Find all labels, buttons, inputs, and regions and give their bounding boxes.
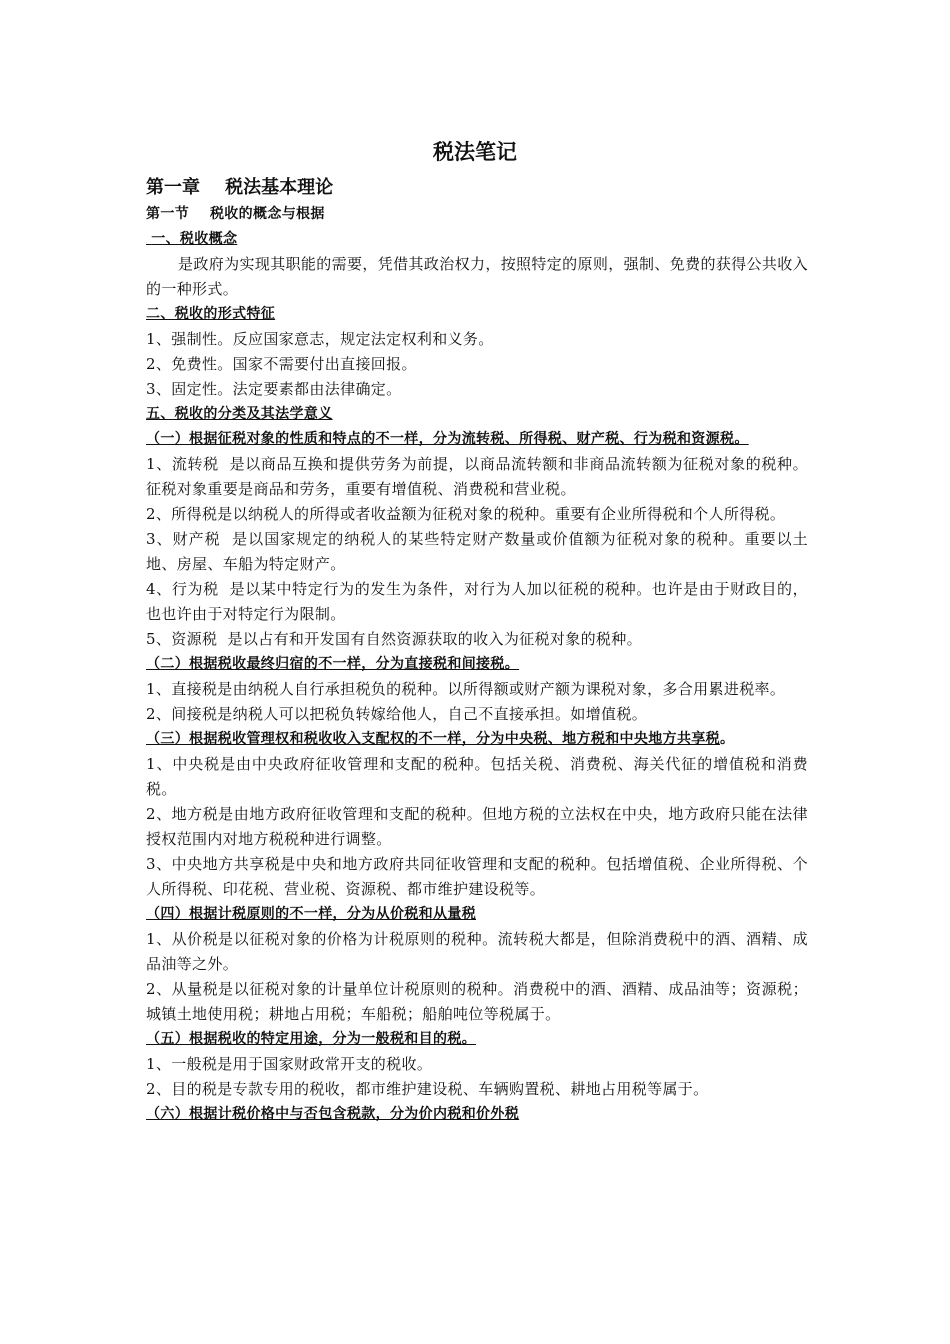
- list-item: 2、目的税是专款专用的税收，都市维护建设税、车辆购置税、耕地占用税等属于。: [146, 1080, 709, 1098]
- section-heading: 第一节 税收的概念与根据: [146, 206, 325, 222]
- list-item: 3、中央地方共享税是中央和地方政府共同征收管理和支配的税种。包括增值税、企业所得税、个人所得税、印花税、营业税、资源税、都市维护建设税等。: [146, 855, 808, 898]
- tax-definition: 是政府为实现其职能的需要，凭借其政治权力，按照特定的原则，强制、免费的获得公共收入的一种形式。: [146, 255, 808, 298]
- class-heading-authority: [146, 727, 808, 752]
- list-item: 1、中央税是由中央政府征收管理和支配的税种。包括关税、消费税、海关代征的增值税和消费税。: [146, 755, 808, 798]
- class-heading-purpose: （五）根据税收的特定用途，分为一般税和目的税。: [146, 1031, 477, 1047]
- heading-tax-classification: 五、税收的分类及其法学意义: [146, 406, 333, 422]
- list-item: 4、行为税 是以某中特定行为的发生为条件，对行为人加以征税的税种。也许是由于财政目的，也也许由于对特定行为限制。: [146, 580, 808, 623]
- list-item: 2、间接税是纳税人可以把税负转嫁给他人，自己不直接承担。如增值税。: [146, 705, 648, 723]
- list-item: 3、固定性。法定要素都由法律确定。: [146, 380, 402, 398]
- chapter-heading: 第一章 税法基本理论: [146, 177, 334, 198]
- list-item: 2、所得税是以纳税人的所得或者收益额为征税对象的税种。重要有企业所得税和个人所得税。: [146, 505, 786, 523]
- list-item: 5、资源税 是以占有和开发国有自然资源获取的收入为征税对象的税种。: [146, 630, 642, 648]
- list-item: 3、财产税 是以国家规定的纳税人的某些特定财产数量或价值额为征税对象的税种。重要以土地、房屋、车船为特定财产。: [146, 530, 808, 573]
- heading-tax-concept: 一、税收概念: [146, 231, 238, 247]
- class-heading-incidence: （二）根据税收最终归宿的不一样，分为直接税和间接税。: [146, 656, 520, 672]
- list-item: 2、免费性。国家不需要付出直接回报。: [146, 355, 417, 373]
- class-heading-basis: （四）根据计税原则的不一样，分为从价税和从量税: [146, 906, 477, 922]
- list-item: 1、从价税是以征税对象的价格为计税原则的税种。流转税大都是，但除消费税中的酒、酒精、成品油等之外。: [146, 930, 808, 973]
- list-item: 1、一般税是用于国家财政常开支的税收。: [146, 1055, 433, 1073]
- list-item: 1、直接税是由纳税人自行承担税负的税种。以所得额或财产额为课税对象，多合用累进税率。: [146, 680, 786, 698]
- class-heading-price: （六）根据计税价格中与否包含税款，分为价内税和价外税: [146, 1106, 520, 1122]
- list-item: 2、地方税是由地方政府征收管理和支配的税种。但地方税的立法权在中央，地方政府只能在法律授权范围内对地方税税种进行调整。: [146, 805, 808, 848]
- class-heading-authority-text: （三）根据税收管理权和税收收入支配权的不一样，分为中央税、地方税和中央地方共享税: [146, 731, 720, 747]
- document-title: 税法笔记: [433, 140, 517, 164]
- class-heading-object: （一）根据征税对象的性质和特点的不一样，分为流转税、所得税、财产税、行为税和资源税。: [146, 431, 749, 447]
- list-item: 2、从量税是以征税对象的计量单位计税原则的税种。消费税中的酒、酒精、成品油等；资源税；城镇土地使用税；耕地占用税；车船税；船舶吨位等税属于。: [146, 980, 808, 1023]
- list-item: 1、流转税 是以商品互换和提供劳务为前提，以商品流转额和非商品流转额为征税对象的税种。征税对象重要是商品和劳务，重要有增值税、消费税和营业税。: [146, 455, 808, 498]
- class-heading-authority-tail: 。: [720, 731, 735, 747]
- list-item: 1、强制性。反应国家意志，规定法定权利和义务。: [146, 330, 494, 348]
- document-body: [146, 202, 808, 1127]
- heading-tax-features: 二、税收的形式特征: [146, 306, 276, 322]
